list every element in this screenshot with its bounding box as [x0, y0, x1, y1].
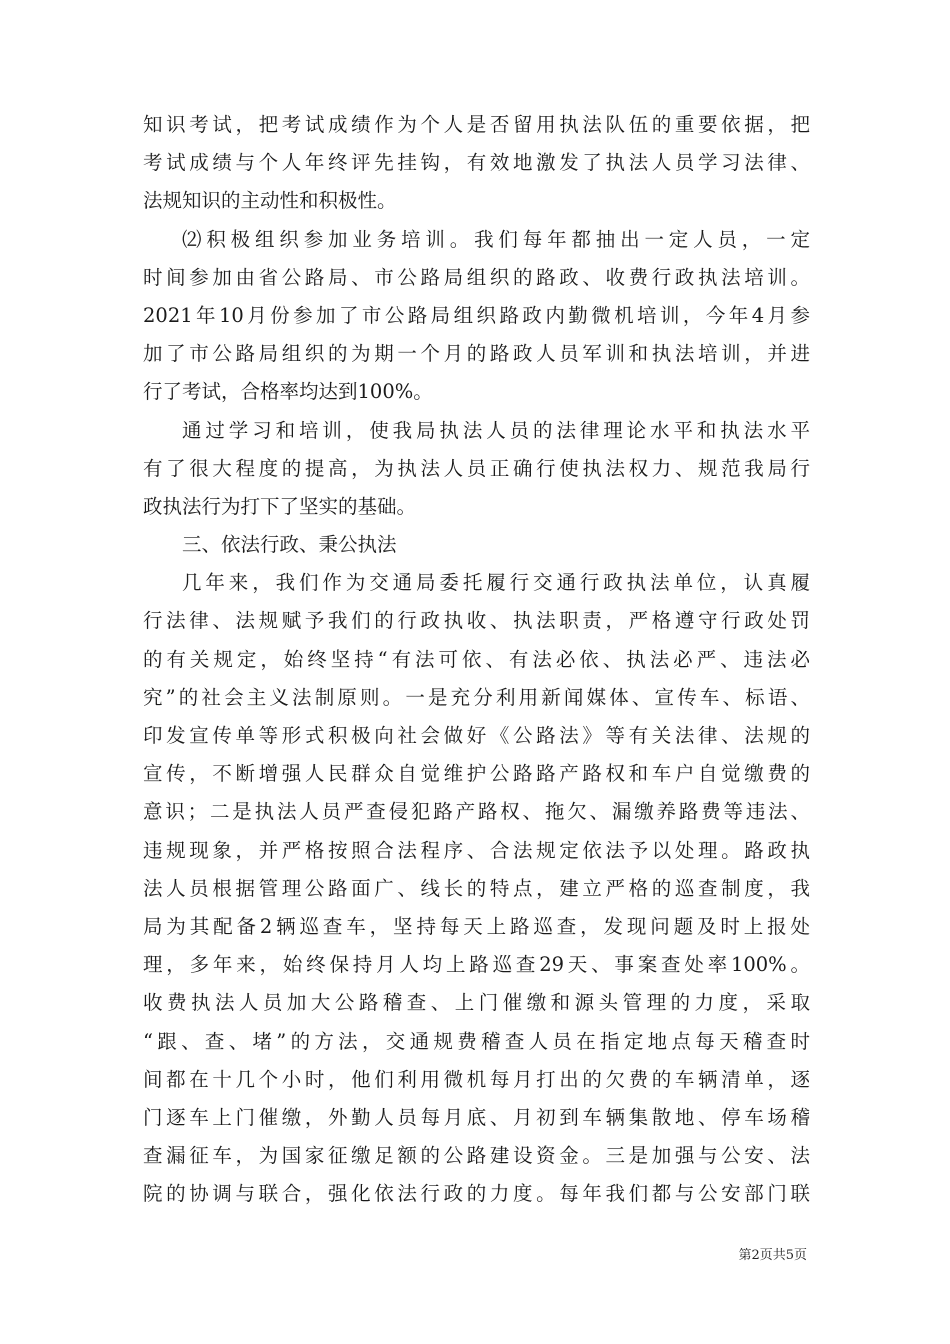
- text-line: 考试成绩与个人年终评先挂钩，有效地激发了执法人员学习法律、: [143, 151, 810, 175]
- text-line: 收费执法人员加大公路稽查、上门催缴和源头管理的力度，采取: [143, 991, 810, 1015]
- text-line: 印发宣传单等形式积极向社会做好《公路法》等有关法律、法规的: [143, 724, 810, 747]
- text-line: 的有关规定，始终坚持“有法可依、有法必依、执法必严、违法必: [143, 647, 810, 671]
- text-line: 行了考试，合格率均达到100%。: [143, 380, 433, 404]
- text-line: 2021年10月份参加了市公路局组织路政内勤微机培训，今年4月参: [143, 303, 810, 327]
- text-line: 宣传，不断增强人民群众自觉维护公路路产路权和车户自觉缴费的: [143, 762, 810, 786]
- text-line: 院的协调与联合，强化依法行政的力度。每年我们都与公安部门联: [143, 1182, 810, 1206]
- text-line: 意识；二是执法人员严查侵犯路产路权、拖欠、漏缴养路费等违法、: [143, 800, 810, 824]
- text-line: 有了很大程度的提高，为执法人员正确行使执法权力、规范我局行: [143, 456, 810, 480]
- text-line: 法人员根据管理公路面广、线长的特点，建立严格的巡查制度，我: [143, 876, 810, 900]
- text-line: 时间参加由省公路局、市公路局组织的路政、收费行政执法培训。: [143, 265, 810, 289]
- text-line: 究”的社会主义法制原则。一是充分利用新闻媒体、宣传车、标语、: [143, 685, 810, 709]
- page-number: 第2页共5页: [738, 1248, 807, 1263]
- text-line: 加了市公路局组织的为期一个月的路政人员军训和执法培训，并进: [143, 342, 810, 366]
- text-line: 理，多年来，始终保持月人均上路巡查29天、事案查处率100%。: [143, 953, 810, 977]
- text-line: 违规现象，并严格按照合法程序、合法规定依法予以处理。路政执: [143, 838, 810, 862]
- text-line: “跟、查、堵”的方法，交通规费稽查人员在指定地点每天稽查时: [143, 1029, 810, 1053]
- text-line: 查漏征车，为国家征缴足额的公路建设资金。三是加强与公安、法: [143, 1144, 810, 1168]
- text-line: 几年来，我们作为交通局委托履行交通行政执法单位，认真履: [182, 571, 810, 595]
- text-line: ⑵积极组织参加业务培训。我们每年都抽出一定人员，一定: [182, 227, 810, 251]
- text-line: 政执法行为打下了坚实的基础。: [143, 494, 417, 518]
- text-line: 局为其配备2辆巡查车，坚持每天上路巡查，发现问题及时上报处: [143, 914, 810, 938]
- text-line: 法规知识的主动性和积极性。: [143, 189, 397, 213]
- text-line: 行法律、法规赋予我们的行政执收、执法职责，严格遵守行政处罚: [143, 609, 810, 633]
- text-line: 知识考试，把考试成绩作为个人是否留用执法队伍的重要依据，把: [143, 113, 810, 136]
- document-body: [143, 106, 810, 1213]
- text-line: 通过学习和培训，使我局执法人员的法律理论水平和执法水平: [182, 418, 810, 442]
- text-line: 门逐车上门催缴，外勤人员每月底、月初到车辆集散地、停车场稽: [143, 1105, 810, 1129]
- text-line: 间都在十几个小时，他们利用微机每月打出的欠费的车辆清单，逐: [143, 1067, 810, 1091]
- section-heading: 三、依法行政、秉公执法: [182, 533, 397, 557]
